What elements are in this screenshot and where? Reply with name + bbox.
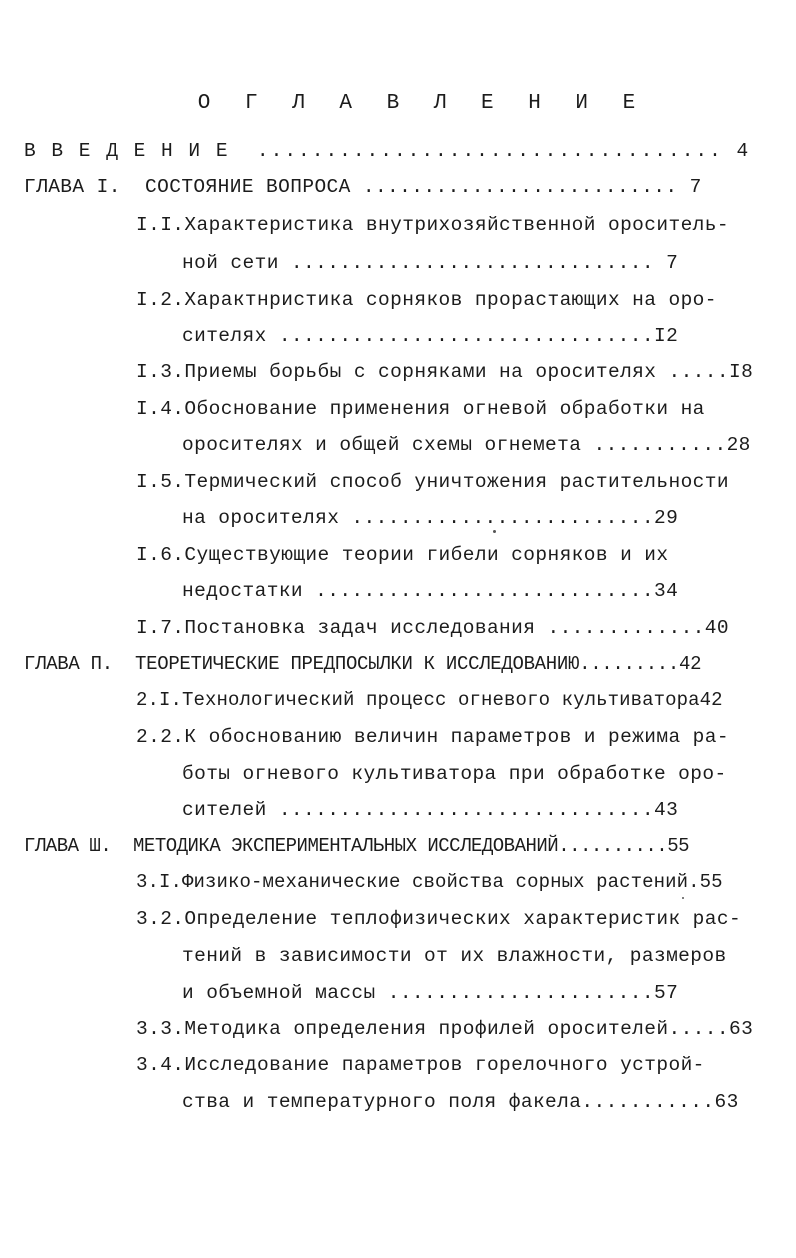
toc-entry-2-2: 2.2.К обоснованию величин параметров и режима ра- [136,726,729,748]
toc-entry-1-4: I.4.Обоснование применения огневой обработки на [136,398,705,420]
toc-entry-2-2-cont: боты огневого культиватора при обработке оро- [182,763,727,785]
toc-entry-1-5: I.5.Термический способ уничтожения растительности [136,471,729,493]
toc-entry-3-2-cont: тений в зависимости от их влажности, размеров [182,945,727,967]
toc-entry-1-4-cont: оросителях и общей схемы огнемета ...........28 [182,434,751,456]
toc-entry-3-3: 3.3.Методика определения профилей оросителей.....63 [136,1018,754,1040]
scan-speck [493,530,496,533]
scan-speck-2 [682,897,684,899]
toc-entry-1-1: I.I.Характеристика внутрихозяйственной ороситель- [136,214,729,236]
toc-entry-1-6-cont: недостатки ............................34 [182,580,679,602]
toc-entry-2-1: 2.I.Технологический процесс огневого культиватора42 [136,689,723,711]
toc-entry-1-6: I.6.Существующие теории гибели сорняков и их [136,544,669,566]
toc-entry-3-4: 3.4.Исследование параметров горелочного устрой- [136,1054,705,1076]
toc-entry-1-7: I.7.Постановка задач исследования .............40 [136,617,729,639]
toc-entry-1-1-cont: ной сети .............................. 7 [182,252,679,274]
toc-chapter-1: ГЛАВА I. СОСТОЯНИЕ ВОПРОСА .......................... 7 [24,176,702,198]
toc-chapter-3: ГЛАВА Ш. МЕТОДИКА ЭКСПЕРИМЕНТАЛЬНЫХ ИССЛЕДОВАНИЙ..........55 [24,835,690,857]
toc-chapter-2: ГЛАВА П. ТЕОРЕТИЧЕСКИЕ ПРЕДПОСЫЛКИ К ИССЛЕДОВАНИЮ.........42 [24,653,702,675]
toc-entry-1-5-cont: на оросителях .........................29 [182,507,679,529]
toc-entry-1-2-cont: сителях ...............................I2 [182,325,679,347]
toc-entry-1-2: I.2.Характнристика сорняков прорастающих на оро- [136,289,717,311]
toc-entry-introduction: В В Е Д Е Н И Е .................................. 4 [24,140,751,162]
toc-entry-1-3: I.3.Приемы борьбы с сорняками на оросителях .....I8 [136,361,754,383]
toc-entry-3-1: 3.I.Физико-механические свойства сорных растений.55 [136,871,723,893]
toc-entry-3-2-cont-2: и объемной массы ......................57 [182,982,679,1004]
toc-entry-3-2: 3.2.Определение теплофизических характеристик рас- [136,908,742,930]
toc-entry-3-4-cont: ства и температурного поля факела...........63 [182,1091,739,1113]
page-title: О Г Л А В Л Е Н И Е [197,92,647,115]
toc-entry-2-2-cont-2: сителей ...............................43 [182,799,679,821]
